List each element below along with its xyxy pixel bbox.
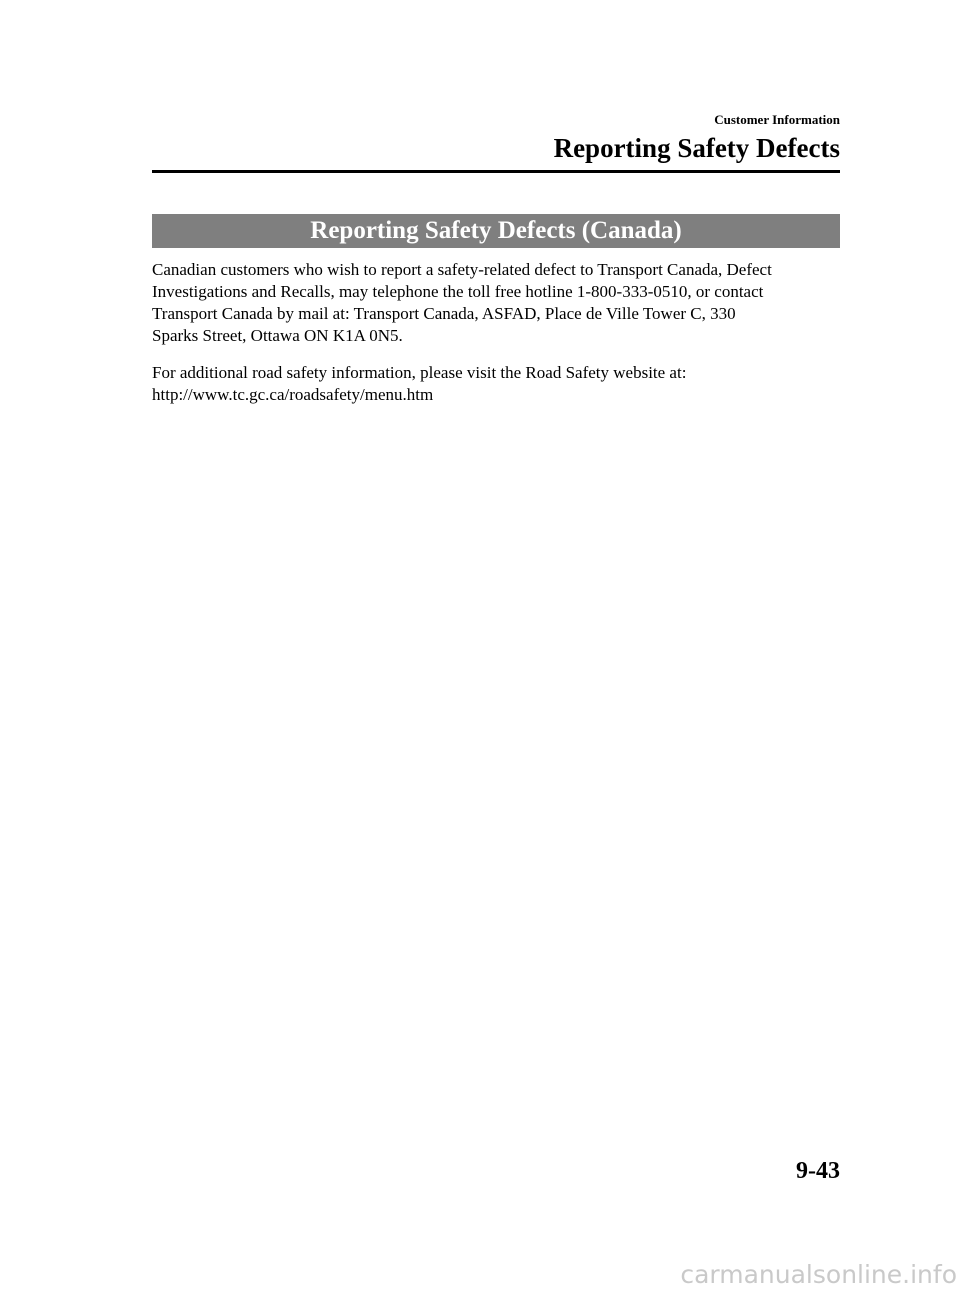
paragraph-line: Investigations and Recalls, may telephone the toll free hotline 1-800-333-0510, or contact	[152, 282, 764, 301]
paragraph-line: Sparks Street, Ottawa ON K1A 0N5.	[152, 326, 403, 345]
watermark: carmanualsonline.info	[680, 1260, 957, 1289]
section-heading: Reporting Safety Defects (Canada)	[152, 214, 840, 248]
page-number: 9-43	[796, 1158, 840, 1184]
road-safety-text: For additional road safety information, please visit the Road Safety website at:	[152, 363, 687, 382]
chapter-title: Customer Information	[714, 112, 840, 127]
road-safety-paragraph	[152, 362, 852, 406]
paragraph-line: Transport Canada by mail at: Transport Canada, ASFAD, Place de Ville Tower C, 330	[152, 304, 736, 323]
section-title: Reporting Safety Defects	[553, 133, 840, 163]
header-divider	[152, 170, 840, 173]
canada-report-paragraph	[152, 259, 852, 347]
running-header	[152, 112, 840, 164]
road-safety-link[interactable]: http://www.tc.gc.ca/roadsafety/menu.htm	[152, 385, 434, 404]
paragraph-line: Canadian customers who wish to report a safety-related defect to Transport Canada, Defect	[152, 260, 772, 279]
